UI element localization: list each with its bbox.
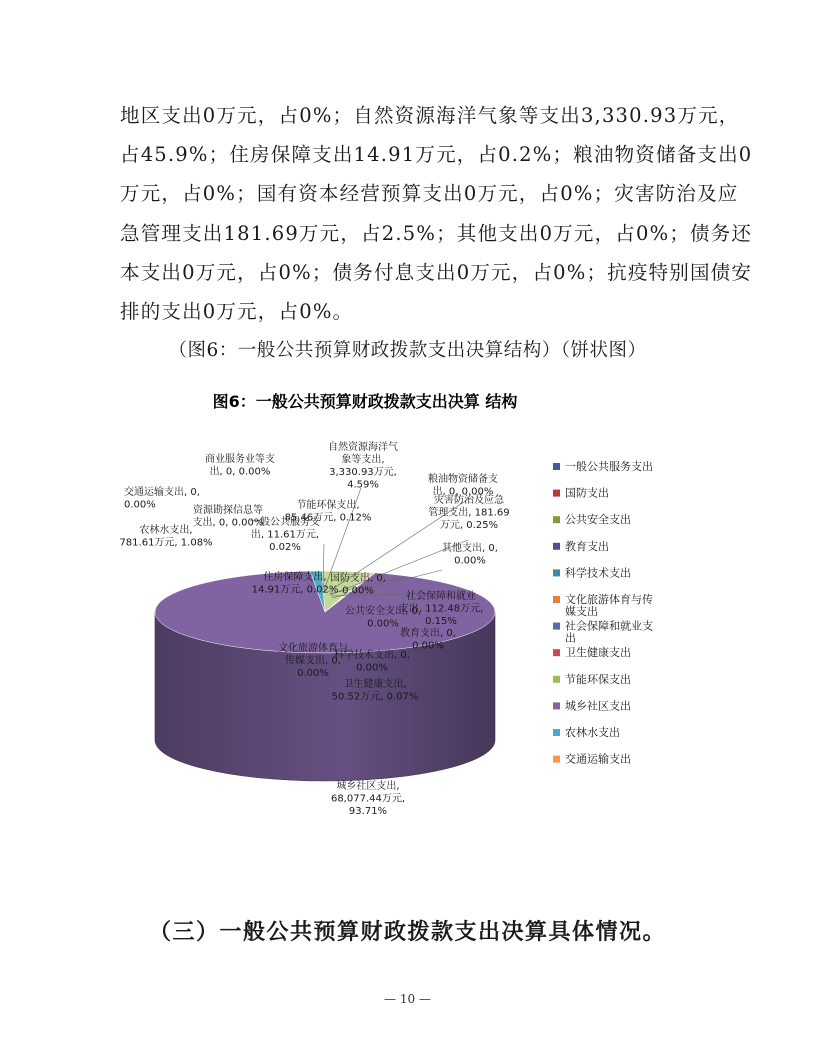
legend-item bbox=[553, 592, 653, 618]
data-label: 公共安全支出, 0, 0.00% bbox=[345, 606, 421, 630]
figure-caption: （图6：一般公共预算财政拨款支出决算结构）（饼状图） bbox=[168, 340, 647, 361]
legend-swatch bbox=[553, 756, 560, 763]
legend-swatch bbox=[553, 543, 560, 550]
paragraph-line: 万元，占0%；国有资本经营预算支出0万元，占0%；灾害防治及应 bbox=[120, 182, 739, 206]
legend bbox=[553, 459, 653, 766]
legend-item bbox=[553, 512, 631, 526]
legend-label: 一般公共服务支出 bbox=[565, 460, 653, 473]
data-label: 自然资源海洋气象等支出, 3,330.93万元, 4.59% bbox=[328, 442, 398, 491]
legend-item bbox=[553, 672, 631, 686]
data-label: 社会保障和就业支出, 112.48万元, 0.15% bbox=[398, 591, 484, 627]
legend-item bbox=[553, 539, 609, 553]
legend-swatch bbox=[553, 569, 560, 576]
legend-label: 科学技术支出 bbox=[565, 566, 631, 580]
legend-label: 国防支出 bbox=[565, 486, 609, 500]
legend-swatch bbox=[553, 729, 560, 736]
legend-label: 教育支出 bbox=[565, 539, 609, 553]
data-label: 国防支出, 0, 0.00% bbox=[330, 573, 386, 597]
data-label: 灾害防治及应急管理支出, 181.69 万元, 0.25% bbox=[428, 495, 510, 531]
legend-item bbox=[553, 645, 631, 659]
legend-swatch bbox=[553, 463, 560, 470]
data-label: 节能环保支出, 85.46万元, 0.12% bbox=[284, 500, 372, 524]
data-label: 粮油物资储备支出, 0, 0.00% bbox=[428, 474, 498, 498]
page-number: — 10 — bbox=[384, 992, 431, 1006]
legend-swatch bbox=[553, 676, 560, 683]
legend-item bbox=[553, 459, 653, 473]
data-label: 城乡社区支出, 68,077.44万元, 93.71% bbox=[330, 781, 406, 817]
legend-label: 农林水支出 bbox=[565, 726, 620, 739]
legend-swatch bbox=[553, 516, 560, 523]
legend-item bbox=[553, 619, 653, 645]
legend-swatch bbox=[553, 596, 560, 603]
data-label: 资源勘探信息等支出, 0, 0.00% bbox=[192, 505, 264, 529]
legend-item bbox=[553, 725, 620, 739]
legend-swatch bbox=[553, 702, 560, 709]
legend-label: 节能环保支出 bbox=[565, 672, 631, 686]
legend-item bbox=[553, 486, 609, 500]
body-paragraph bbox=[120, 96, 753, 331]
paragraph-line: 地区支出0万元，占0%；自然资源海洋气象等支出3,330.93万元， bbox=[120, 104, 740, 127]
section-heading: （三）一般公共预算财政拨款支出决算具体情况。 bbox=[148, 919, 666, 945]
data-label: 卫生健康支出, 50.52万元, 0.07% bbox=[331, 679, 419, 703]
data-label: 教育支出, 0, 0.00% bbox=[400, 628, 456, 652]
paragraph-line: 占45.9%；住房保障支出14.91万元，占0.2%；粮油物资储备支出0 bbox=[120, 143, 753, 167]
legend-swatch bbox=[553, 490, 560, 497]
data-label: 农林水支出, 781.61万元, 1.08% bbox=[119, 525, 213, 549]
data-label: 其他支出, 0, 0.00% bbox=[442, 543, 498, 567]
data-label: 住房保障支出, 14.91万元, 0.02% bbox=[251, 572, 339, 596]
legend-item bbox=[553, 698, 631, 712]
data-label: 文化旅游体育与传媒支出, 0, 0.00% bbox=[278, 643, 348, 679]
pie-chart bbox=[110, 380, 710, 820]
chart-title: 图6：一般公共预算财政拨款支出决算 结构 bbox=[212, 392, 518, 411]
paragraph-line: 急管理支出181.69万元，占2.5%；其他支出0万元，占0%；债务还 bbox=[120, 221, 753, 245]
paragraph-line: 排的支出0万元，占0%。 bbox=[120, 300, 354, 324]
legend-swatch bbox=[553, 623, 560, 630]
legend-item bbox=[553, 752, 631, 766]
legend-swatch bbox=[553, 649, 560, 656]
data-label: 科学技术支出, 0, 0.00% bbox=[334, 650, 410, 674]
legend-label: 卫生健康支出 bbox=[565, 646, 631, 660]
legend-item bbox=[553, 565, 631, 579]
data-label: 商业服务业等支出, 0, 0.00% bbox=[205, 454, 275, 478]
paragraph-line: 本支出0万元，占0%；债务付息支出0万元，占0%；抗疫特别国债安 bbox=[120, 260, 753, 284]
data-label: 一般公共服务支出, 11.61万元, 0.02% bbox=[250, 517, 320, 553]
data-label: 交通运输支出, 0, 0.00% bbox=[124, 487, 200, 511]
legend-label: 城乡社区支出 bbox=[565, 699, 631, 713]
legend-label: 文化旅游体育与传媒支出 bbox=[565, 593, 653, 618]
legend-label: 公共安全支出 bbox=[565, 513, 631, 527]
legend-label: 交通运输支出 bbox=[565, 752, 631, 766]
legend-label: 社会保障和就业支出 bbox=[565, 619, 653, 645]
